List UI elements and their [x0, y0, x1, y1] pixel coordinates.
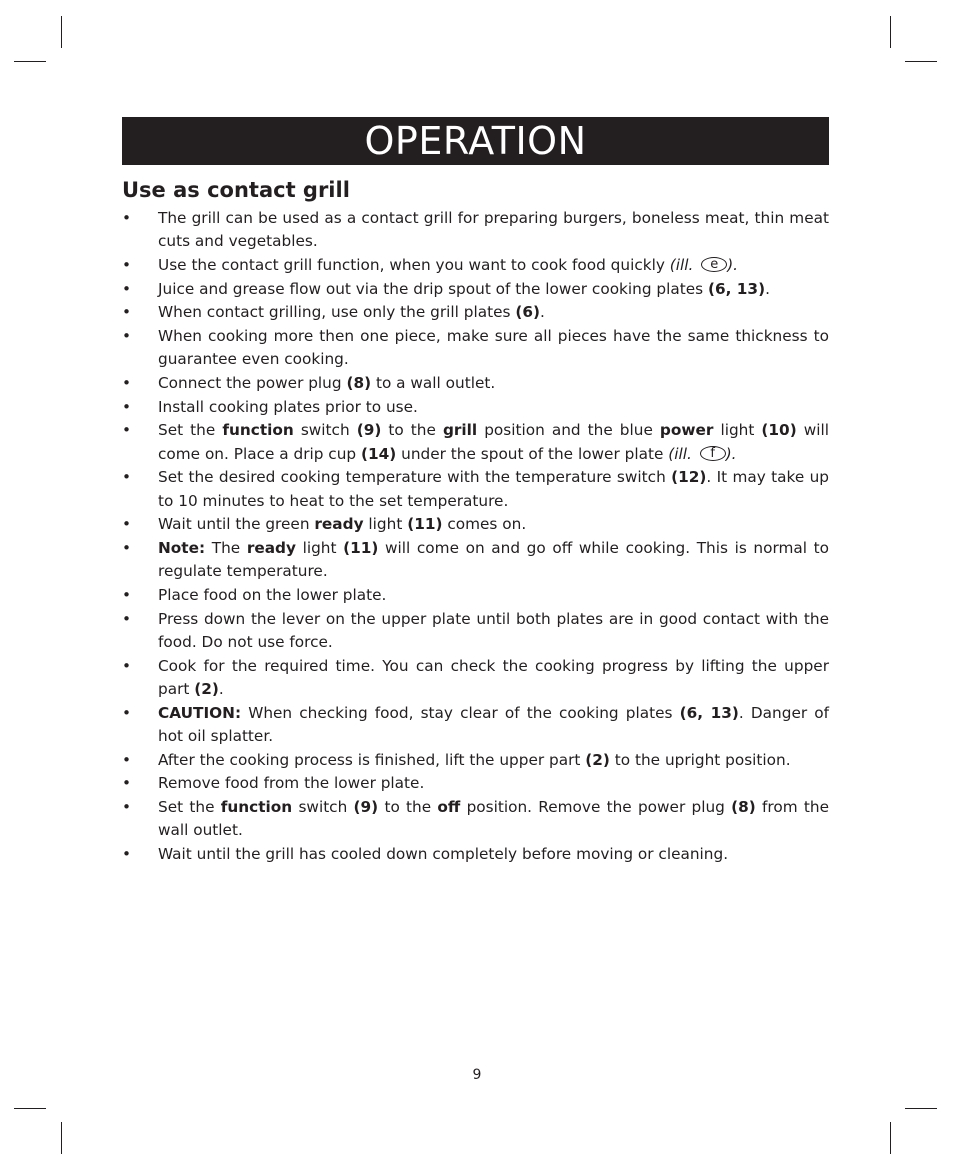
list-item — [122, 207, 829, 254]
body-text: light — [295, 539, 344, 558]
bold-text: function — [220, 798, 293, 817]
bullet-point: • — [122, 798, 132, 817]
bold-text: ready — [246, 539, 296, 558]
bullet-point: • — [122, 209, 132, 227]
crop-mark-top-left-horizontal — [14, 61, 46, 62]
body-text: Juice and grease flow out via the drip spout of the lower cooking plates — [158, 279, 709, 298]
body-text: will come on and go off while cooking. This is normal to regulate temperature. — [158, 539, 829, 581]
bold-text: (6, 13) — [708, 279, 766, 298]
crop-mark-top-left-vertical — [61, 16, 62, 48]
bullet-point: • — [122, 303, 132, 322]
body-text: position and the blue — [477, 421, 660, 440]
list-item — [122, 584, 829, 607]
bold-text: power — [659, 421, 714, 440]
body-text: When cooking more then one piece, make sure all pieces have the same thickness to guarantee even cooking. — [158, 327, 829, 369]
body-text: . — [218, 680, 224, 699]
list-item — [122, 254, 829, 277]
instruction-list — [122, 207, 829, 867]
body-text: Set the — [158, 798, 221, 817]
bold-text: (6, 13) — [679, 703, 739, 722]
crop-mark-bottom-right-vertical — [890, 1122, 891, 1154]
crop-mark-top-right-vertical — [890, 16, 891, 48]
body-text: switch — [293, 421, 357, 440]
list-item — [122, 749, 829, 772]
list-item — [122, 608, 829, 655]
body-text: Use the contact grill function, when you want to cook food quickly — [158, 255, 670, 274]
body-text: to the — [381, 421, 443, 440]
body-text: position. Remove the power plug — [460, 798, 732, 817]
body-text: . — [765, 279, 770, 298]
bold-text: (12) — [671, 468, 707, 487]
list-item — [122, 419, 829, 466]
body-text: . It may take up to 10 minutes to heat to the set temperature. — [158, 468, 830, 510]
body-text: The — [205, 539, 247, 558]
body-text: Place food on the lower plate. — [158, 586, 387, 605]
crop-mark-bottom-left-horizontal — [14, 1108, 46, 1109]
body-text: under the spout of the lower plate — [396, 444, 669, 463]
body-text: to the upright position. — [609, 750, 791, 769]
list-item — [122, 655, 829, 702]
bullet-point: • — [122, 586, 132, 605]
bold-text: (6) — [515, 303, 540, 322]
bold-text: (2) — [585, 750, 610, 769]
body-text: When checking food, stay clear of the cooking plates — [241, 703, 680, 722]
page-number: 9 — [472, 1067, 482, 1083]
bold-text: (10) — [761, 421, 797, 440]
body-text: . — [539, 303, 545, 322]
list-item — [122, 702, 829, 749]
body-text: When contact grilling, use only the grill plates — [158, 303, 516, 322]
bold-text: (2) — [194, 680, 219, 699]
body-text: light — [713, 421, 762, 440]
body-text: . Danger of hot oil splatter. — [158, 703, 829, 745]
italic-text: (ill. — [669, 255, 699, 274]
bold-text: (8) — [346, 374, 372, 393]
bold-text: off — [437, 798, 461, 817]
bullet-point: • — [122, 656, 132, 675]
list-item — [122, 843, 829, 866]
body-text: The grill can be used as a contact grill for preparing burgers, boneless meat, thin meat cuts and vegetables. — [158, 209, 829, 251]
list-item — [122, 537, 829, 584]
bullet-point: • — [122, 703, 132, 722]
body-text: to a wall outlet. — [371, 374, 496, 393]
bullet-point: • — [122, 374, 132, 393]
italic-text: ). — [727, 255, 739, 274]
bullet-point: • — [122, 468, 132, 487]
body-text: Wait until the grill has cooled down completely before moving or cleaning. — [158, 845, 729, 864]
bold-text: (8) — [731, 798, 756, 817]
section-heading: Use as contact grill — [122, 178, 350, 202]
body-text: light — [363, 515, 408, 534]
bullet-point: • — [122, 255, 132, 274]
list-item — [122, 396, 829, 419]
bold-text: CAUTION: — [158, 703, 242, 722]
list-item — [122, 513, 829, 536]
italic-text: (ill. — [668, 444, 697, 463]
bold-text: grill — [442, 421, 478, 440]
body-text: switch — [292, 798, 354, 817]
body-text: Press down the lever on the upper plate until both plates are in good contact with the food. Do not use force. — [158, 609, 829, 652]
body-text: Set the — [158, 421, 223, 440]
body-text: Set the desired cooking temperature with the temperature switch — [158, 468, 672, 487]
body-text: will come on. Place a drip cup — [158, 421, 830, 463]
bullet-point: • — [122, 845, 132, 864]
bullet-point: • — [122, 279, 132, 298]
bullet-point: • — [122, 609, 132, 628]
bold-text: (11) — [407, 515, 443, 534]
illustration-ref-circle: f — [700, 446, 726, 461]
bullet-point: • — [122, 539, 132, 558]
body-text: After the cooking process is finished, lift the upper part — [158, 750, 586, 769]
bold-text: (9) — [353, 798, 379, 817]
bold-text: (11) — [343, 539, 379, 558]
bullet-point: • — [122, 750, 132, 769]
body-text: Cook for the required time. You can check the cooking progress by lifting the upper part — [158, 656, 829, 699]
list-item — [122, 466, 829, 513]
list-item — [122, 325, 829, 372]
body-text: Install cooking plates prior to use. — [158, 397, 418, 416]
bold-text: function — [222, 421, 294, 440]
list-item — [122, 772, 829, 795]
illustration-ref-circle: e — [701, 257, 727, 272]
body-text: Remove food from the lower plate. — [158, 774, 425, 793]
crop-mark-top-right-horizontal — [905, 61, 937, 62]
crop-mark-bottom-left-vertical — [61, 1122, 62, 1154]
italic-text: ). — [725, 444, 737, 463]
list-item — [122, 372, 829, 395]
crop-mark-bottom-right-horizontal — [905, 1108, 937, 1109]
bullet-point: • — [122, 327, 132, 346]
bullet-point: • — [122, 397, 132, 416]
bullet-point: • — [122, 774, 132, 793]
body-text: to the — [378, 798, 438, 817]
body-text: Wait until the green — [158, 515, 315, 534]
bold-text: Note: — [158, 539, 206, 558]
bold-text: ready — [314, 515, 364, 534]
body-text: Connect the power plug — [158, 374, 347, 393]
bold-text: (9) — [356, 421, 382, 440]
list-item — [122, 796, 829, 843]
body-text: comes on. — [442, 515, 527, 534]
body-text: from the wall outlet. — [158, 798, 829, 840]
page-title: OPERATION — [364, 119, 587, 163]
list-item — [122, 278, 829, 301]
bold-text: (14) — [361, 444, 397, 463]
list-item — [122, 301, 829, 324]
bullet-point: • — [122, 515, 132, 534]
page-title-banner — [122, 117, 829, 165]
bullet-point: • — [122, 421, 132, 440]
